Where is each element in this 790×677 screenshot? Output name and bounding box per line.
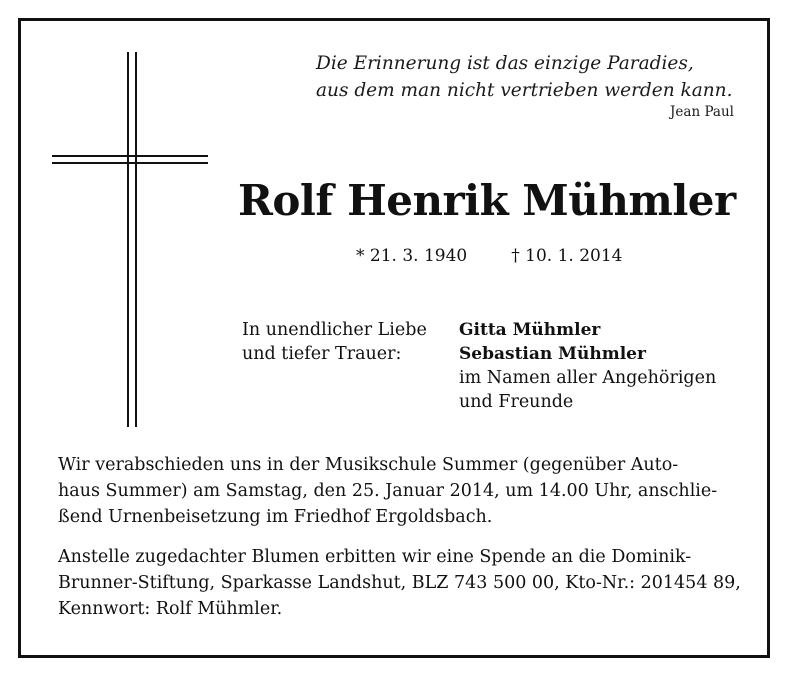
donation-line-2: Brunner-Stiftung, Sparkasse Landshut, BLZ 743 500 00, Kto-Nr.: 201454 89,	[58, 573, 741, 593]
ceremony-paragraph	[58, 452, 738, 530]
mourning-phrase-line-2: und tiefer Trauer:	[242, 344, 402, 364]
mourner-name: Sebastian Mühmler	[459, 344, 646, 364]
ceremony-line-2: haus Summer) am Samstag, den 25. Januar 2014, um 14.00 Uhr, anschlie-	[58, 481, 718, 501]
donation-paragraph	[58, 544, 741, 622]
quote-author: Jean Paul	[670, 104, 734, 120]
mourning-phrase	[242, 318, 427, 366]
quote-line-1: Die Erinnerung ist das einzige Paradies,	[316, 53, 694, 74]
mourning-phrase-line-1: In unendlicher Liebe	[242, 320, 427, 340]
epigraph-quote	[316, 50, 736, 104]
quote-line-2: aus dem man nicht vertrieben werden kann.	[316, 80, 733, 101]
ceremony-line-1: Wir verabschieden uns in der Musikschule Summer (gegenüber Auto-	[58, 455, 679, 475]
donation-line-3: Kennwort: Rolf Mühmler.	[58, 599, 283, 619]
mourners-list	[459, 318, 716, 414]
life-dates	[356, 246, 622, 266]
others-line-1: im Namen aller Angehörigen	[459, 368, 717, 388]
donation-line-1: Anstelle zugedachter Blumen erbitten wir eine Spende an die Dominik-	[58, 547, 692, 567]
deceased-name: Rolf Henrik Mühmler	[238, 176, 736, 225]
cross-icon	[52, 52, 212, 432]
ceremony-line-3: ßend Urnenbeisetzung im Friedhof Ergoldsbach.	[58, 507, 493, 527]
birth-date: * 21. 3. 1940	[356, 246, 468, 266]
mourner-name: Gitta Mühmler	[459, 320, 601, 340]
death-date: † 10. 1. 2014	[511, 246, 623, 266]
others-line-2: und Freunde	[459, 392, 574, 412]
